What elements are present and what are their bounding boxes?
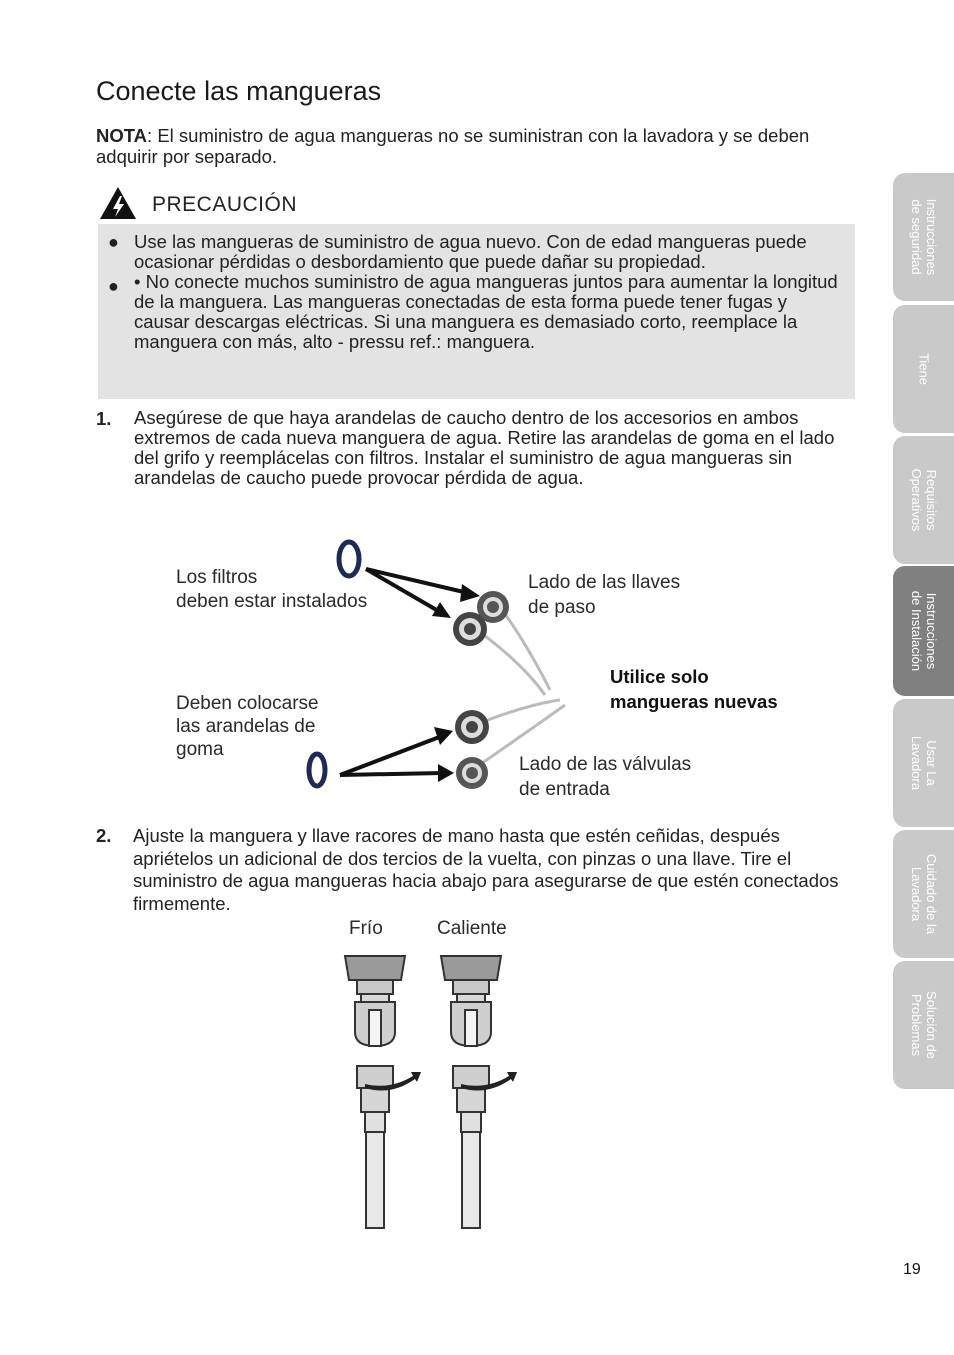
tab-instrucciones-de-seguridad[interactable]: Instrucciones de seguridad <box>893 173 954 301</box>
step-2-number: 2. <box>96 825 112 846</box>
cold-hose <box>357 1066 393 1228</box>
hot-hose <box>453 1066 489 1228</box>
step-2-text: Ajuste la manguera y llave racores de mano hasta que estén ceñidas, después apriételos un adicional de dos tercios de la vuelta, con pinzas o una llave. Tire el suministro de agua mangueras hacia abajo para asegurarse de que estén conectados firmemente. <box>133 825 839 914</box>
new-hoses-label: Utilice solo mangueras nuevas <box>610 666 778 712</box>
note-label: NOTA <box>96 125 148 146</box>
caution-text <box>134 232 844 352</box>
caution-bullet-1: Use las mangueras de suministro de agua nuevo. Con de edad mangueras puede ocasionar pérdidas o desbordamiento que puede dañar su propiedad. <box>134 231 807 272</box>
page-number: 19 <box>903 1261 921 1278</box>
hose-fitting-top-2 <box>453 612 487 646</box>
step-1-number: 1. <box>96 408 112 429</box>
note-text: : El suministro de agua mangueras no se suministran con la lavadora y se deben adquirir por separado. <box>96 125 810 167</box>
tab-cuidado-de-la-lavadora[interactable]: Cuidado de la Lavadora <box>893 830 954 958</box>
tab-instrucciones-de-instalacion[interactable]: Instrucciones de Instalación <box>893 566 954 696</box>
valves-side-label: Lado de las llaves de paso <box>528 572 681 618</box>
cold-faucet <box>345 956 405 1046</box>
hose-fitting-bottom <box>455 710 489 744</box>
step-1-text: Asegúrese de que haya arandelas de caucho dentro de los accesorios en ambos extremos de cada nueva manguera de agua. Retire las arandelas de goma en el lado del grifo y reemplácelas con filtros. Instalar el suministro de agua mangueras sin arandelas de caucho puede provocar pérdida de agua. <box>134 407 835 488</box>
tab-requisitos-operativos[interactable]: Requisitos Operativos <box>893 436 954 564</box>
caution-title: PRECAUCIÓN <box>152 193 298 216</box>
hose-fitting-bottom-2 <box>456 757 488 789</box>
note-paragraph <box>96 125 866 167</box>
warning-triangle-icon <box>98 185 138 221</box>
inlet-side-label: Lado de las válvulas de entrada <box>519 754 692 800</box>
tab-tiene[interactable]: Tiene <box>893 305 954 433</box>
washers-label: Deben colocarse las arandelas de goma <box>176 693 319 760</box>
caution-bullet-2: • No conecte muchos suministro de agua mangueras juntos para aumentar la longitud de la manguera. Las mangueras conectadas de esta forma puede tener fugas y causar descargas eléctricas. Si una manguera es demasiado corto, reemplace la manguera con más, alto - pressu ref.: manguera. <box>134 271 838 352</box>
cold-label: Frío <box>349 918 383 939</box>
bullet-dot: ● <box>108 232 119 252</box>
tab-solucion-de-problemas[interactable]: Solución de Problemas <box>893 961 954 1089</box>
bullet-dot: ● <box>108 276 119 296</box>
page-title: Conecte las mangueras <box>96 76 382 106</box>
hot-label: Caliente <box>437 918 507 939</box>
hot-faucet <box>441 956 501 1046</box>
tab-usar-la-lavadora[interactable]: Usar La Lavadora <box>893 699 954 827</box>
faucet-hose-diagram <box>335 950 535 1235</box>
filters-label: Los filtros deben estar instalados <box>176 567 368 612</box>
